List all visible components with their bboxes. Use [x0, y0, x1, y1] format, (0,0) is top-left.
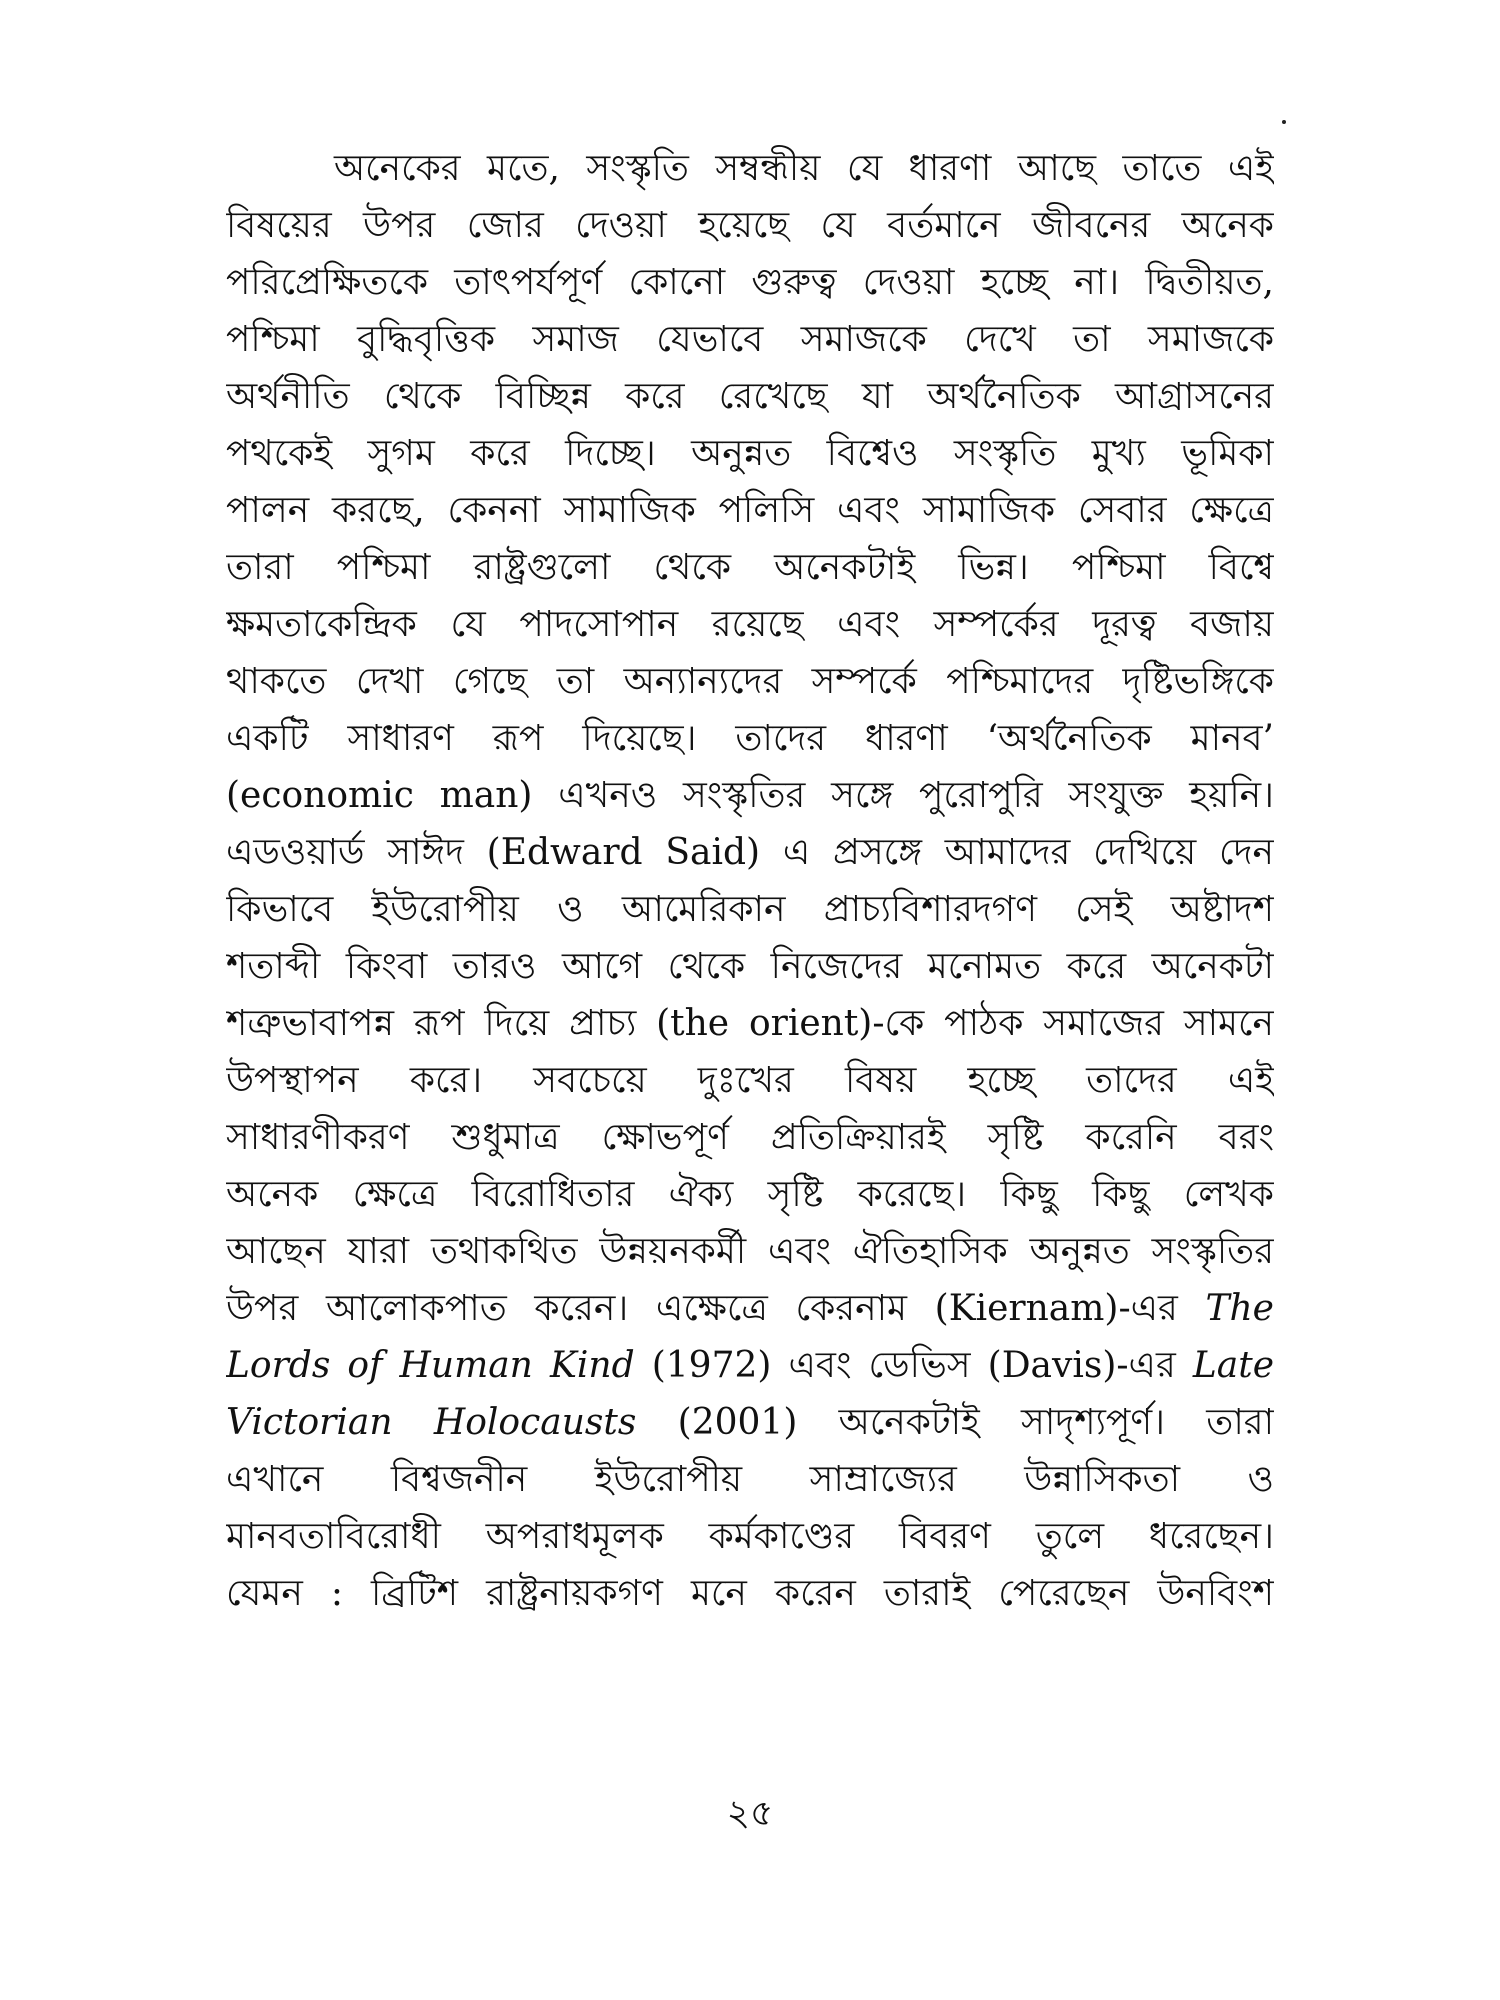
book-title-italic: Late: [1192, 1345, 1274, 1386]
text-line: শতাব্দী কিংবা তারও আগে থেকে নিজেদের মনোমত করে অনেকটা: [226, 946, 1274, 987]
text-line: থাকতে দেখা গেছে তা অন্যান্যদের সম্পর্কে পশ্চিমাদের দৃষ্টিভঙ্গিকে: [226, 661, 1274, 702]
text-span: (1972) এবং ডেভিস (Davis)-এর: [651, 1345, 1176, 1386]
text-line: অনেক ক্ষেত্রে বিরোধিতার ঐক্য সৃষ্টি করেছে। কিছু কিছু লেখক: [226, 1174, 1274, 1215]
text-line: এখানে বিশ্বজনীন ইউরোপীয় সাম্রাজ্যের উন্নাসিকতা ও: [226, 1459, 1274, 1500]
page-number: ২৫: [726, 1793, 774, 1834]
text-line: পশ্চিমা বুদ্ধিবৃত্তিক সমাজ যেভাবে সমাজকে দেখে তা সমাজকে: [226, 319, 1274, 360]
text-line: এডওয়ার্ড সাঈদ (Edward Said) এ প্রসঙ্গে আমাদের দেখিয়ে দেন: [226, 832, 1274, 873]
text-line: পালন করছে, কেননা সামাজিক পলিসি এবং সামাজিক সেবার ক্ষেত্রে: [226, 490, 1274, 531]
text-line: অর্থনীতি থেকে বিচ্ছিন্ন করে রেখেছে যা অর্থনৈতিক আগ্রাসনের: [226, 376, 1274, 417]
text-span: (2001) অনেকটাই সাদৃশ্যপূর্ণ। তারা: [677, 1402, 1274, 1443]
text-line: [226, 1394, 1274, 1451]
text-line: যেমন : ব্রিটিশ রাষ্ট্রনায়কগণ মনে করেন তারাই পেরেছেন উনবিংশ: [226, 1573, 1274, 1614]
text-line: তারা পশ্চিমা রাষ্ট্রগুলো থেকে অনেকটাই ভিন্ন। পশ্চিমা বিশ্বে: [226, 547, 1274, 588]
text-line: আছেন যারা তথাকথিত উন্নয়নকর্মী এবং ঐতিহাসিক অনুন্নত সংস্কৃতির: [226, 1231, 1274, 1272]
text-line: পরিপ্রেক্ষিতকে তাৎপর্যপূর্ণ কোনো গুরুত্ব দেওয়া হচ্ছে না। দ্বিতীয়ত,: [226, 262, 1274, 303]
text-line: শত্রুভাবাপন্ন রূপ দিয়ে প্রাচ্য (the orient)-কে পাঠক সমাজের সামনে: [226, 1003, 1274, 1044]
book-title-italic: Lords of Human Kind: [226, 1345, 635, 1386]
text-line: একটি সাধারণ রূপ দিয়েছে। তাদের ধারণা ‘অর্থনৈতিক মানব’: [226, 718, 1274, 759]
text-line: মানবতাবিরোধী অপরাধমূলক কর্মকাণ্ডের বিবরণ তুলে ধরেছেন।: [226, 1516, 1274, 1557]
text-span: উপর আলোকপাত করেন। এক্ষেত্রে কেরনাম (Kiernam)-এর: [226, 1288, 1178, 1329]
book-title-italic: The: [1205, 1288, 1274, 1329]
text-line: বিষয়ের উপর জোর দেওয়া হয়েছে যে বর্তমানে জীবনের অনেক: [226, 205, 1274, 246]
ink-mark: [1282, 120, 1286, 124]
text-line: অনেকের মতে, সংস্কৃতি সম্বন্ধীয় যে ধারণা আছে তাতে এই: [334, 148, 1274, 189]
text-line: (economic man) এখনও সংস্কৃতির সঙ্গে পুরোপুরি সংযুক্ত হয়নি।: [226, 775, 1274, 816]
text-line: সাধারণীকরণ শুধুমাত্র ক্ষোভপূর্ণ প্রতিক্রিয়ারই সৃষ্টি করেনি বরং: [226, 1117, 1274, 1158]
body-text: [226, 140, 1274, 1622]
text-line: কিভাবে ইউরোপীয় ও আমেরিকান প্রাচ্যবিশারদগণ সেই অষ্টাদশ: [226, 889, 1274, 930]
text-line: ক্ষমতাকেন্দ্রিক যে পাদসোপান রয়েছে এবং সম্পর্কের দূরত্ব বজায়: [226, 604, 1274, 645]
text-line: [226, 1280, 1274, 1337]
text-line: [226, 1337, 1274, 1394]
text-line: পথকেই সুগম করে দিচ্ছে। অনুন্নত বিশ্বেও সংস্কৃতি মুখ্য ভূমিকা: [226, 433, 1274, 474]
text-line: উপস্থাপন করে। সবচেয়ে দুঃখের বিষয় হচ্ছে তাদের এই: [226, 1060, 1274, 1101]
book-title-italic: Victorian Holocausts: [226, 1402, 637, 1443]
